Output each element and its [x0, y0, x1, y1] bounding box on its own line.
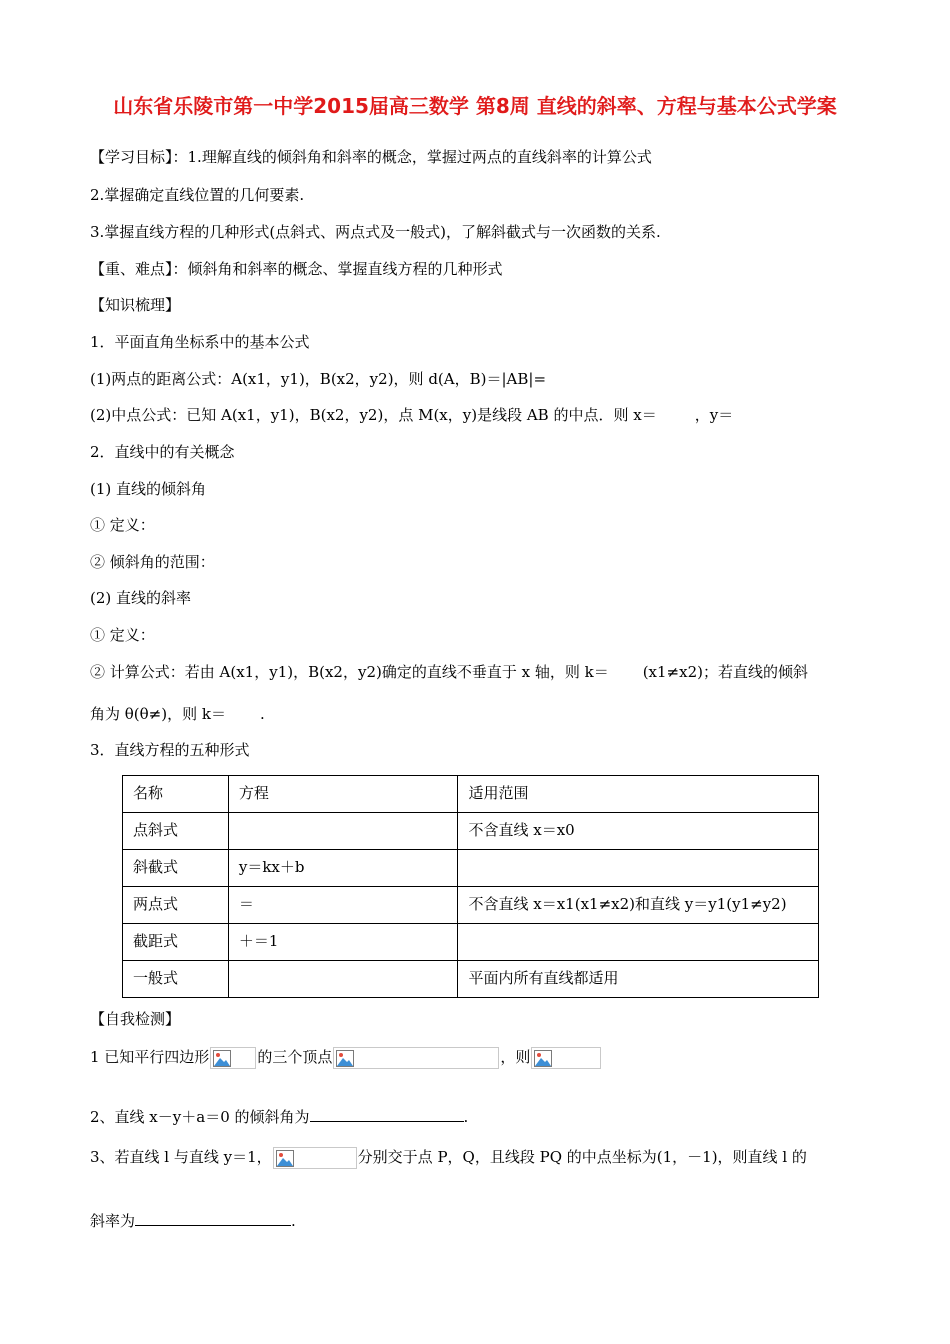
table-cell [228, 961, 458, 998]
learning-goal-line [90, 147, 652, 167]
broken-image-icon [531, 1047, 601, 1069]
table-cell: 两点式 [123, 887, 229, 924]
slope-formula-part-2: (x1≠x2)；若直线的倾斜 [642, 663, 808, 681]
table-row [123, 924, 819, 961]
inclination-heading: (1) 直线的倾斜角 [90, 480, 207, 498]
question-1-part-3: ，则 [500, 1048, 531, 1066]
distance-formula: (1)两点的距离公式：A(x1，y1)，B(x2，y2)，则 d(A，B)＝|AB|= [90, 370, 547, 388]
slope-definition: ① 定义： [90, 626, 155, 644]
table-cell: ＋＝1 [228, 924, 458, 961]
question-3-part-3: 斜率为 [90, 1212, 136, 1230]
table-cell [458, 924, 819, 961]
table-header-row [123, 776, 819, 813]
question-1-part-1: 1 已知平行四边形 [90, 1048, 210, 1066]
question-2-part-1: 2、直线 x－y＋a＝0 的倾斜角为 [90, 1108, 310, 1126]
document-title: 山东省乐陵市第一中学2015届高三数学 第8周 直线的斜率、方程与基本公式学案 [113, 94, 837, 118]
line-equation-forms-table [122, 775, 819, 998]
table-cell: 不含直线 x＝x1(x1≠x2)和直线 y＝y1(y1≠y2) [458, 887, 819, 924]
table-row [123, 887, 819, 924]
learning-goal-label: 【学习目标】 [90, 148, 173, 166]
question-3-part-2: 分别交于点 P，Q，且线段 PQ 的中点坐标为(1，－1)，则直线 l 的 [357, 1148, 807, 1166]
table-cell: 截距式 [123, 924, 229, 961]
midpoint-formula-x: (2)中点公式：已知 A(x1，y1)，B(x2，y2)，点 M(x，y)是线段 AB 的中点．则 x＝ [90, 406, 657, 424]
slope-formula-angle [90, 704, 265, 724]
learning-goal-1: ：1.理解直线的倾斜角和斜率的概念，掌握过两点的直线斜率的计算公式 [172, 148, 652, 166]
table-cell: 不含直线 x＝x0 [458, 813, 819, 850]
self-check-label: 【自我检测】 [90, 1010, 181, 1028]
table-cell: y＝kx＋b [228, 850, 458, 887]
table-cell [228, 813, 458, 850]
learning-goal-3: 3.掌握直线方程的几种形式(点斜式、两点式及一般式)，了解斜截式与一次函数的关系. [90, 223, 661, 241]
slope-formula-part-1: ② 计算公式：若由 A(x1，y1)，B(x2，y2)确定的直线不垂直于 x 轴，则 k＝ [90, 663, 609, 681]
slope-heading: (2) 直线的斜率 [90, 589, 192, 607]
midpoint-formula [90, 405, 733, 425]
broken-image-icon [210, 1047, 256, 1069]
question-3-part-4: . [291, 1212, 296, 1230]
broken-image-icon [273, 1147, 357, 1169]
table-cell: 斜截式 [123, 850, 229, 887]
table-cell [458, 850, 819, 887]
section-2-heading: 2．直线中的有关概念 [90, 443, 235, 461]
question-3-part-1: 3、若直线 l 与直线 y＝1， [90, 1148, 272, 1166]
question-2 [90, 1107, 468, 1127]
table-cell: 平面内所有直线都适用 [458, 961, 819, 998]
table-cell: ＝ [228, 887, 458, 924]
table-row [123, 850, 819, 887]
inclination-range: ② 倾斜角的范围： [90, 553, 215, 571]
midpoint-formula-y: ，y＝ [694, 406, 734, 424]
table-row [123, 813, 819, 850]
question-2-part-2: . [463, 1108, 469, 1126]
learning-goal-2: 2.掌握确定直线位置的几何要素. [90, 186, 305, 204]
inclination-definition: ① 定义： [90, 516, 155, 534]
slope-formula-part-3: 角为 θ(θ≠)，则 k＝ [90, 705, 226, 723]
answer-blank[interactable] [310, 1107, 464, 1122]
table-header-scope: 适用范围 [458, 776, 819, 813]
table-header-name: 名称 [123, 776, 229, 813]
table-cell: 一般式 [123, 961, 229, 998]
section-3-heading: 3．直线方程的五种形式 [90, 741, 250, 759]
table-header-equation: 方程 [228, 776, 458, 813]
question-3-continued [90, 1211, 296, 1231]
broken-image-icon [333, 1047, 499, 1069]
question-3 [90, 1147, 807, 1169]
knowledge-review-label: 【知识梳理】 [90, 296, 181, 314]
section-1-heading: 1．平面直角坐标系中的基本公式 [90, 333, 310, 351]
slope-formula [90, 662, 808, 682]
question-1-part-2: 的三个顶点 [257, 1048, 333, 1066]
slope-formula-part-4: . [259, 705, 265, 723]
question-1 [90, 1047, 602, 1069]
table-cell: 点斜式 [123, 813, 229, 850]
key-points: 【重、难点】：倾斜角和斜率的概念、掌握直线方程的几种形式 [90, 260, 503, 278]
table-row [123, 961, 819, 998]
answer-blank[interactable] [135, 1211, 291, 1226]
